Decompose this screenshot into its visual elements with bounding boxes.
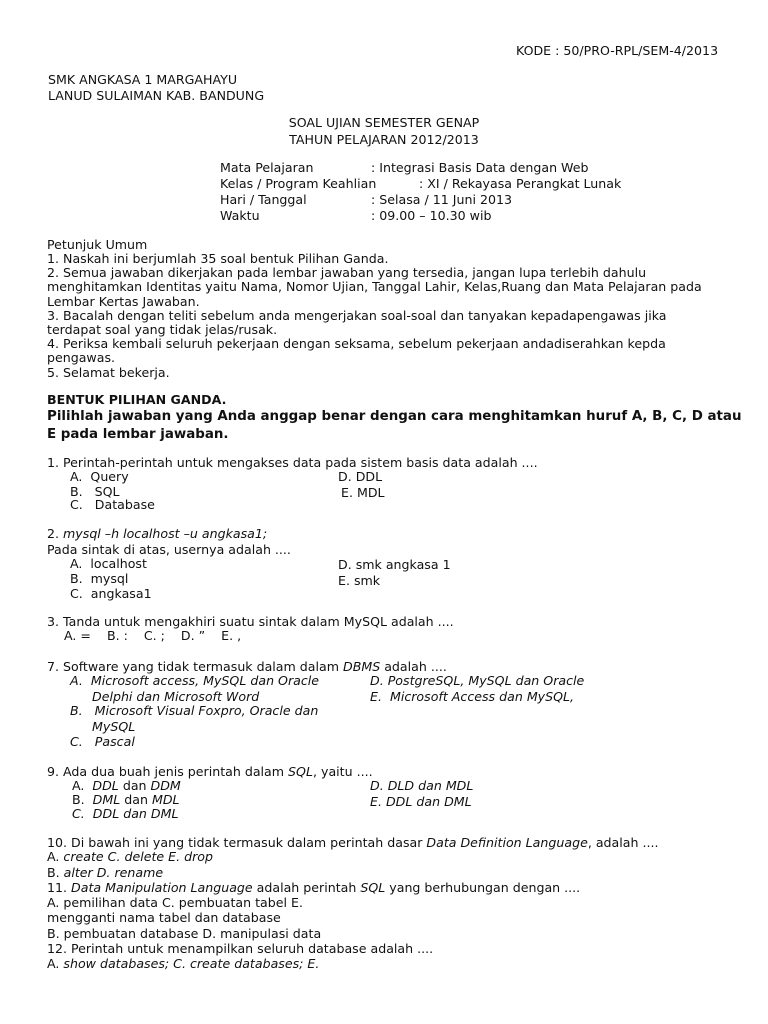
info-label-subject: Mata Pelajaran: [220, 160, 314, 175]
question-text-emphasis: SQL: [288, 764, 313, 779]
section-heading: BENTUK PILIHAN GANDA.: [47, 392, 227, 407]
section-instruction: Pilihlah jawaban yang Anda anggap benar dengan cara menghitamkan huruf A, B, C, D atau: [47, 409, 742, 424]
question-text-part: 7. Software yang tidak termasuk dalam dalam: [47, 659, 343, 674]
options-line: [47, 866, 163, 880]
option-c: C. Pascal: [70, 734, 135, 749]
exam-title: SOAL UJIAN SEMESTER GENAP: [288, 115, 480, 130]
school-name: SMK ANGKASA 1 MARGAHAYU: [48, 72, 238, 87]
option-letter: B.: [47, 865, 64, 880]
option-b: [72, 793, 180, 807]
option-letter: A.: [72, 778, 93, 793]
option-b: B. SQL: [70, 484, 120, 499]
school-address: LANUD SULAIMAN KAB. BANDUNG: [48, 88, 265, 103]
instruction-line: pengawas.: [47, 350, 116, 365]
option-d: D. PostgreSQL, MySQL dan Oracle: [370, 673, 585, 688]
question-text: 1. Perintah-perintah untuk mengakses data pada sistem basis data adalah ....: [47, 455, 538, 470]
question-text-emphasis: DBMS: [343, 659, 381, 674]
option-a: A. Query: [70, 469, 129, 484]
options-line: [47, 957, 319, 971]
option-letter: A.: [47, 849, 64, 864]
option-e: E. MDL: [341, 485, 385, 500]
option-e: E. Microsoft Access dan MySQL,: [370, 689, 575, 704]
question-text: 3. Tanda untuk mengakhiri suatu sintak dalam MySQL adalah ....: [47, 614, 454, 629]
option-d: D. DLD dan MDL: [370, 778, 474, 793]
instruction-line: menghitamkan Identitas yaitu Nama, Nomor Ujian, Tanggal Lahir, Kelas,Ruang dan Mata Pelajaran pada: [47, 279, 702, 294]
option-b: B. mysql: [70, 571, 129, 586]
option-term: DDL: [92, 778, 119, 793]
instruction-line: 2. Semua jawaban dikerjakan pada lembar jawaban yang tersedia, jangan lupa terlebih dahulu: [47, 265, 647, 280]
instruction-line: 4. Periksa kembali seluruh pekerjaan dengan seksama, sebelum pekerjaan andadiserahkan kepda: [47, 336, 666, 351]
question-text-emphasis: SQL: [360, 880, 386, 895]
option-text: show databases; C. create databases; E.: [63, 956, 320, 971]
question-text: [47, 660, 447, 674]
option-e: E. smk: [338, 573, 381, 588]
question-number: 2.: [47, 526, 64, 541]
option-connector: dan: [118, 778, 151, 793]
option-a: A. localhost: [70, 556, 147, 571]
question-text-emphasis: Data Manipulation Language: [71, 880, 253, 895]
instructions-heading: Petunjuk Umum: [47, 237, 148, 252]
instruction-line: Lembar Kertas Jawaban.: [47, 294, 200, 309]
option-c: C. angkasa1: [70, 586, 152, 601]
question-text-part: 11.: [47, 880, 72, 895]
instruction-line: 1. Naskah ini berjumlah 35 soal bentuk Pilihan Ganda.: [47, 251, 389, 266]
info-value-date: : Selasa / 11 Juni 2013: [371, 192, 512, 207]
section-instruction: E pada lembar jawaban.: [47, 427, 229, 442]
options-line: B. pembuatan database D. manipulasi data: [47, 926, 322, 941]
options-line: mengganti nama tabel dan database: [47, 910, 281, 925]
question-text: 12. Perintah untuk menampilkan seluruh database adalah ....: [47, 941, 434, 956]
question-text: [47, 527, 267, 541]
info-value-class: : XI / Rekayasa Perangkat Lunak: [419, 176, 622, 191]
option-text: create C. delete E. drop: [63, 849, 213, 864]
option-term: DML: [92, 792, 121, 807]
option-connector: dan: [120, 792, 152, 807]
info-value-subject: : Integrasi Basis Data dengan Web: [371, 160, 589, 175]
option-text: alter D. rename: [63, 865, 164, 880]
info-label-time: Waktu: [220, 208, 260, 223]
question-text-part: 9. Ada dua buah jenis perintah dalam: [47, 764, 289, 779]
option-term: MDL: [151, 792, 180, 807]
question-text: [47, 881, 580, 895]
question-command: mysql –h localhost –u angkasa1;: [63, 526, 268, 541]
option-a: [72, 779, 181, 793]
option-a-continued: Delphi dan Microsoft Word: [92, 689, 260, 704]
question-text: [47, 836, 658, 850]
instruction-line: 5. Selamat bekerja.: [47, 365, 170, 380]
option-b-continued: MySQL: [92, 719, 136, 734]
question-text-part: yang berhubungan dengan ....: [385, 880, 581, 895]
question-text-part: adalah ....: [380, 659, 447, 674]
option-a: A. Microsoft access, MySQL dan Oracle: [70, 673, 320, 688]
option-d: D. smk angkasa 1: [338, 557, 451, 572]
document-code: KODE : 50/PRO-RPL/SEM-4/2013: [516, 43, 719, 58]
info-label-class: Kelas / Program Keahlian: [220, 176, 377, 191]
option-c: C. Database: [70, 497, 155, 512]
question-text-emphasis: Data Definition Language: [426, 835, 588, 850]
question-text-part: 10. Di bawah ini yang tidak termasuk dalam perintah dasar: [47, 835, 427, 850]
option-letter: A.: [47, 956, 64, 971]
question-text-part: adalah perintah: [252, 880, 361, 895]
info-label-date: Hari / Tanggal: [220, 192, 307, 207]
options-line: [47, 850, 213, 864]
question-text-part: , yaitu ....: [312, 764, 373, 779]
question-text-part: , adalah ....: [587, 835, 659, 850]
option-e: E. DDL dan DML: [370, 794, 472, 809]
question-options: A. = B. : C. ; D. ” E. ,: [64, 628, 242, 643]
instruction-line: terdapat soal yang tidak jelas/rusak.: [47, 322, 278, 337]
option-b: B. Microsoft Visual Foxpro, Oracle dan: [70, 703, 319, 718]
option-c: C. DDL dan DML: [72, 806, 179, 821]
option-term: DDM: [150, 778, 181, 793]
option-letter: B.: [72, 792, 93, 807]
exam-year: TAHUN PELAJARAN 2012/2013: [289, 132, 479, 147]
question-text: [47, 765, 373, 779]
options-line: A. pemilihan data C. pembuatan tabel E.: [47, 895, 303, 910]
question-text: Pada sintak di atas, usernya adalah ....: [47, 542, 291, 557]
option-d: D. DDL: [338, 469, 383, 484]
info-value-time: : 09.00 – 10.30 wib: [371, 208, 492, 223]
instruction-line: 3. Bacalah dengan teliti sebelum anda mengerjakan soal-soal dan tanyakan kepadapengawas jika: [47, 308, 667, 323]
